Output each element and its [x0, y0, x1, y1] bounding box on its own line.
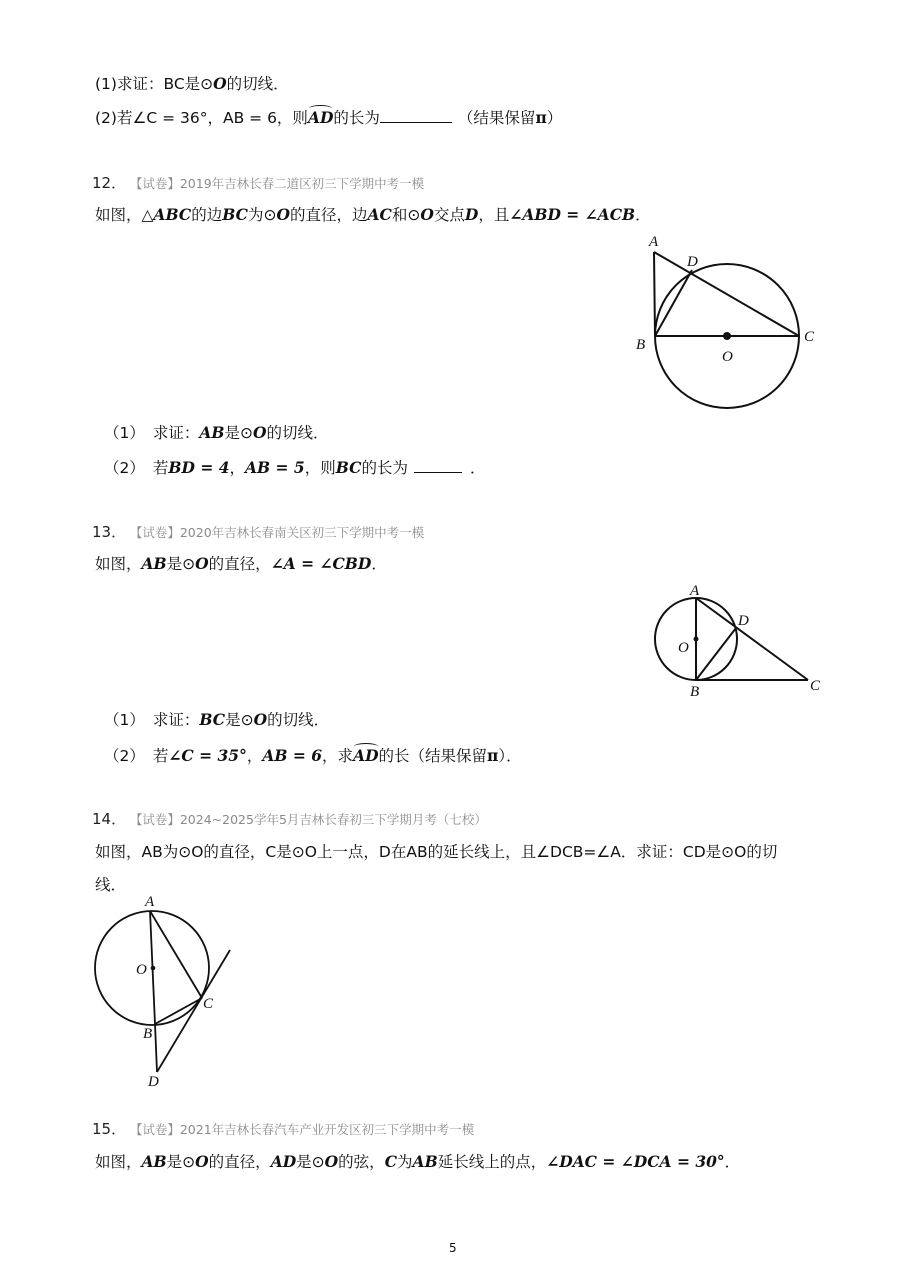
- q13-sub1-bc: BC: [199, 710, 226, 729]
- q14-figure: [82, 892, 242, 1092]
- q11-arc-ad: AD: [307, 108, 334, 127]
- q12-label-b: B: [636, 337, 646, 353]
- q12-stem-1: 如图，△: [95, 206, 154, 224]
- q12-stem-o: O: [276, 205, 290, 224]
- q11-part2-close: ）: [546, 109, 563, 127]
- q13-sub1-o: O: [253, 710, 268, 729]
- q12-stem-6: 交点: [433, 206, 465, 224]
- q13-stem: [95, 552, 387, 574]
- q13-center-dot: [694, 637, 699, 642]
- q12-sub2-len: 的长为: [361, 459, 408, 477]
- q12-stem-5: 和⊙: [391, 206, 421, 224]
- q15-stem-3: 的直径，: [208, 1153, 271, 1171]
- page-number: 5: [449, 1241, 457, 1255]
- q15-stem-4: 是⊙: [296, 1153, 325, 1171]
- q13-sub1-mid: 是⊙: [225, 711, 254, 729]
- q13-sub1-label: （1）: [104, 711, 145, 729]
- q12-number: 12．: [92, 174, 127, 192]
- q12-stem-o2: O: [420, 205, 434, 224]
- q14-segment-ac: [150, 911, 202, 998]
- q12-sub2-then: ，则: [304, 459, 336, 477]
- q15-stem-7: 延长线上的点，: [437, 1153, 547, 1171]
- q15-stem-1: 如图，: [95, 1153, 142, 1171]
- q13-label-o: O: [678, 640, 689, 656]
- q13-sub2-angle: ∠C = 35°: [168, 746, 247, 765]
- q12-stem-d: D: [464, 205, 479, 224]
- q15-stem-o2: O: [324, 1152, 339, 1171]
- q13-stem-1: 如图，: [95, 555, 142, 573]
- q13-stem-3: 的直径，: [208, 555, 271, 573]
- q13-stem-o: O: [195, 554, 209, 573]
- q15-header: [92, 1118, 474, 1139]
- q12-center-dot: [723, 332, 731, 340]
- q12-stem-angle: ∠ABD = ∠ACB: [509, 205, 636, 224]
- q12-label-d: D: [687, 254, 698, 270]
- q13-label-d: D: [738, 613, 749, 629]
- q11-part1-tail: 的切线．: [226, 75, 289, 93]
- q14-stem-line1: 如图，AB为⊙O的直径，C是⊙O上一点，D在AB的延长线上，且∠DCB=∠A．求证：CD是⊙O的切: [95, 843, 778, 861]
- q11-part2-mid: 的长为: [333, 109, 380, 127]
- q13-sub2: [104, 744, 522, 766]
- q11-part1: [95, 72, 289, 94]
- q12-stem-7: ，且: [478, 206, 510, 224]
- q13-sub1: [104, 708, 329, 730]
- q12-stem: [95, 203, 651, 225]
- q12-stem-bc: BC: [222, 205, 248, 224]
- q14-label-o: O: [136, 962, 147, 978]
- q13-label-c: C: [810, 678, 821, 694]
- q13-arc-ad: AD: [353, 746, 379, 765]
- q13-label-a: A: [690, 583, 700, 599]
- q15-source: 【试卷】2021年吉林长春汽车产业开发区初三下学期中考一模: [136, 1122, 475, 1137]
- q12-segment-bd: [655, 270, 692, 336]
- q11-part2: [95, 106, 562, 128]
- q12-sub1: [104, 421, 329, 443]
- q14-center-dot: [151, 966, 156, 971]
- q13-sub1-text: 求证：: [152, 711, 200, 729]
- q12-sub2-label: （2）: [104, 459, 145, 477]
- q12-stem-8: ．: [635, 206, 651, 224]
- q15-stem-5: 的弦，: [338, 1153, 385, 1171]
- q12-label-c: C: [804, 329, 815, 345]
- q13-number: 13．: [92, 523, 127, 541]
- q13-source: 【试卷】2020年吉林长春南关区初三下学期中考一模: [136, 525, 425, 540]
- q14-header: [92, 808, 487, 829]
- q12-source: 【试卷】2019年吉林长春二道区初三下学期中考一模: [136, 176, 425, 191]
- q11-pi: π: [535, 108, 547, 127]
- q12-stem-2: 的边: [191, 206, 223, 224]
- q14-label-a: A: [145, 894, 155, 910]
- q13-figure: [640, 578, 830, 700]
- q13-segment-bd: [696, 628, 736, 680]
- q12-sub2-end: ．: [469, 459, 486, 477]
- q11-part1-o: O: [213, 74, 227, 93]
- q12-sub2-text: 若: [152, 459, 169, 477]
- q11-part1-text: (1)求证：BC是⊙: [95, 75, 214, 93]
- q14-label-d: D: [148, 1074, 159, 1090]
- q13-segment-ac: [696, 598, 808, 680]
- q12-sub1-text: 求证：: [152, 424, 200, 442]
- q12-stem-abc: ABC: [153, 205, 192, 224]
- q12-sub2-bc: BC: [335, 458, 362, 477]
- q12-answer-blank[interactable]: [414, 458, 462, 473]
- q12-sub1-mid: 是⊙: [224, 424, 254, 442]
- q15-stem-ab: AB: [141, 1152, 167, 1171]
- q12-stem-4: 的直径，边: [289, 206, 368, 224]
- q13-sub2-len: 的长（结果保留: [378, 747, 488, 765]
- q12-segment-ab: [654, 252, 655, 336]
- q14-source: 【试卷】2024~2025学年5月吉林长春初三下学期月考（七校）: [136, 812, 487, 827]
- q15-number: 15．: [92, 1120, 127, 1138]
- q13-pi: π: [487, 746, 499, 765]
- q15-stem-c: C: [384, 1152, 398, 1171]
- q15-stem-8: ．: [724, 1153, 741, 1171]
- q14-extension-bd: [155, 1024, 157, 1072]
- q13-stem-angle: ∠A = ∠CBD: [270, 554, 372, 573]
- q11-part2-note: （结果保留: [457, 109, 536, 127]
- q12-header: [92, 172, 424, 193]
- q11-part2-text: (2)若∠C = 36°，AB = 6，则: [95, 109, 308, 127]
- q12-sub2-ab: AB = 5: [245, 458, 305, 477]
- q13-sub2-find: ，求: [322, 747, 354, 765]
- q14-tangent-cd: [157, 950, 230, 1072]
- q11-answer-blank[interactable]: [380, 108, 452, 123]
- q12-stem-ac: AC: [367, 205, 392, 224]
- q13-sub1-tail: 的切线．: [267, 711, 330, 729]
- q15-stem-2: 是⊙: [166, 1153, 196, 1171]
- q13-sub2-label: （2）: [104, 747, 145, 765]
- q12-sub2: [104, 456, 486, 478]
- q14-label-b: B: [143, 1026, 153, 1042]
- q15-stem-6: 为: [397, 1153, 413, 1171]
- q12-sub2-bd: BD = 4: [168, 458, 230, 477]
- q14-number: 14．: [92, 810, 127, 828]
- q12-sub1-label: （1）: [104, 424, 145, 442]
- q12-sub1-ab: AB: [199, 423, 225, 442]
- q12-sub1-o: O: [253, 423, 267, 442]
- q12-sub2-comma: ，: [229, 459, 246, 477]
- q14-segment-bc: [155, 998, 202, 1024]
- q13-label-b: B: [690, 684, 700, 700]
- q15-stem: [95, 1150, 740, 1172]
- q12-label-a: A: [649, 234, 659, 250]
- q13-stem-ab: AB: [141, 554, 167, 573]
- q13-sub2-comma: ，: [246, 747, 263, 765]
- q13-sub2-ab: AB = 6: [262, 746, 323, 765]
- q14-stem-line2: 线．: [95, 876, 127, 894]
- q12-label-o: O: [722, 349, 733, 365]
- q13-stem-2: 是⊙: [166, 555, 196, 573]
- q12-stem-3: 为⊙: [247, 206, 277, 224]
- q15-stem-ab2: AB: [412, 1152, 438, 1171]
- q13-sub2-text: 若: [152, 747, 169, 765]
- q13-stem-4: ．: [371, 555, 387, 573]
- q15-stem-ad: AD: [270, 1152, 297, 1171]
- q13-header: [92, 521, 424, 542]
- q15-stem-angle: ∠DAC = ∠DCA = 30°: [546, 1152, 725, 1171]
- q12-figure: [630, 230, 830, 420]
- q12-sub1-tail: 的切线．: [266, 424, 329, 442]
- q14-label-c: C: [203, 996, 214, 1012]
- q15-stem-o: O: [195, 1152, 209, 1171]
- q13-sub2-end: ）．: [498, 747, 522, 765]
